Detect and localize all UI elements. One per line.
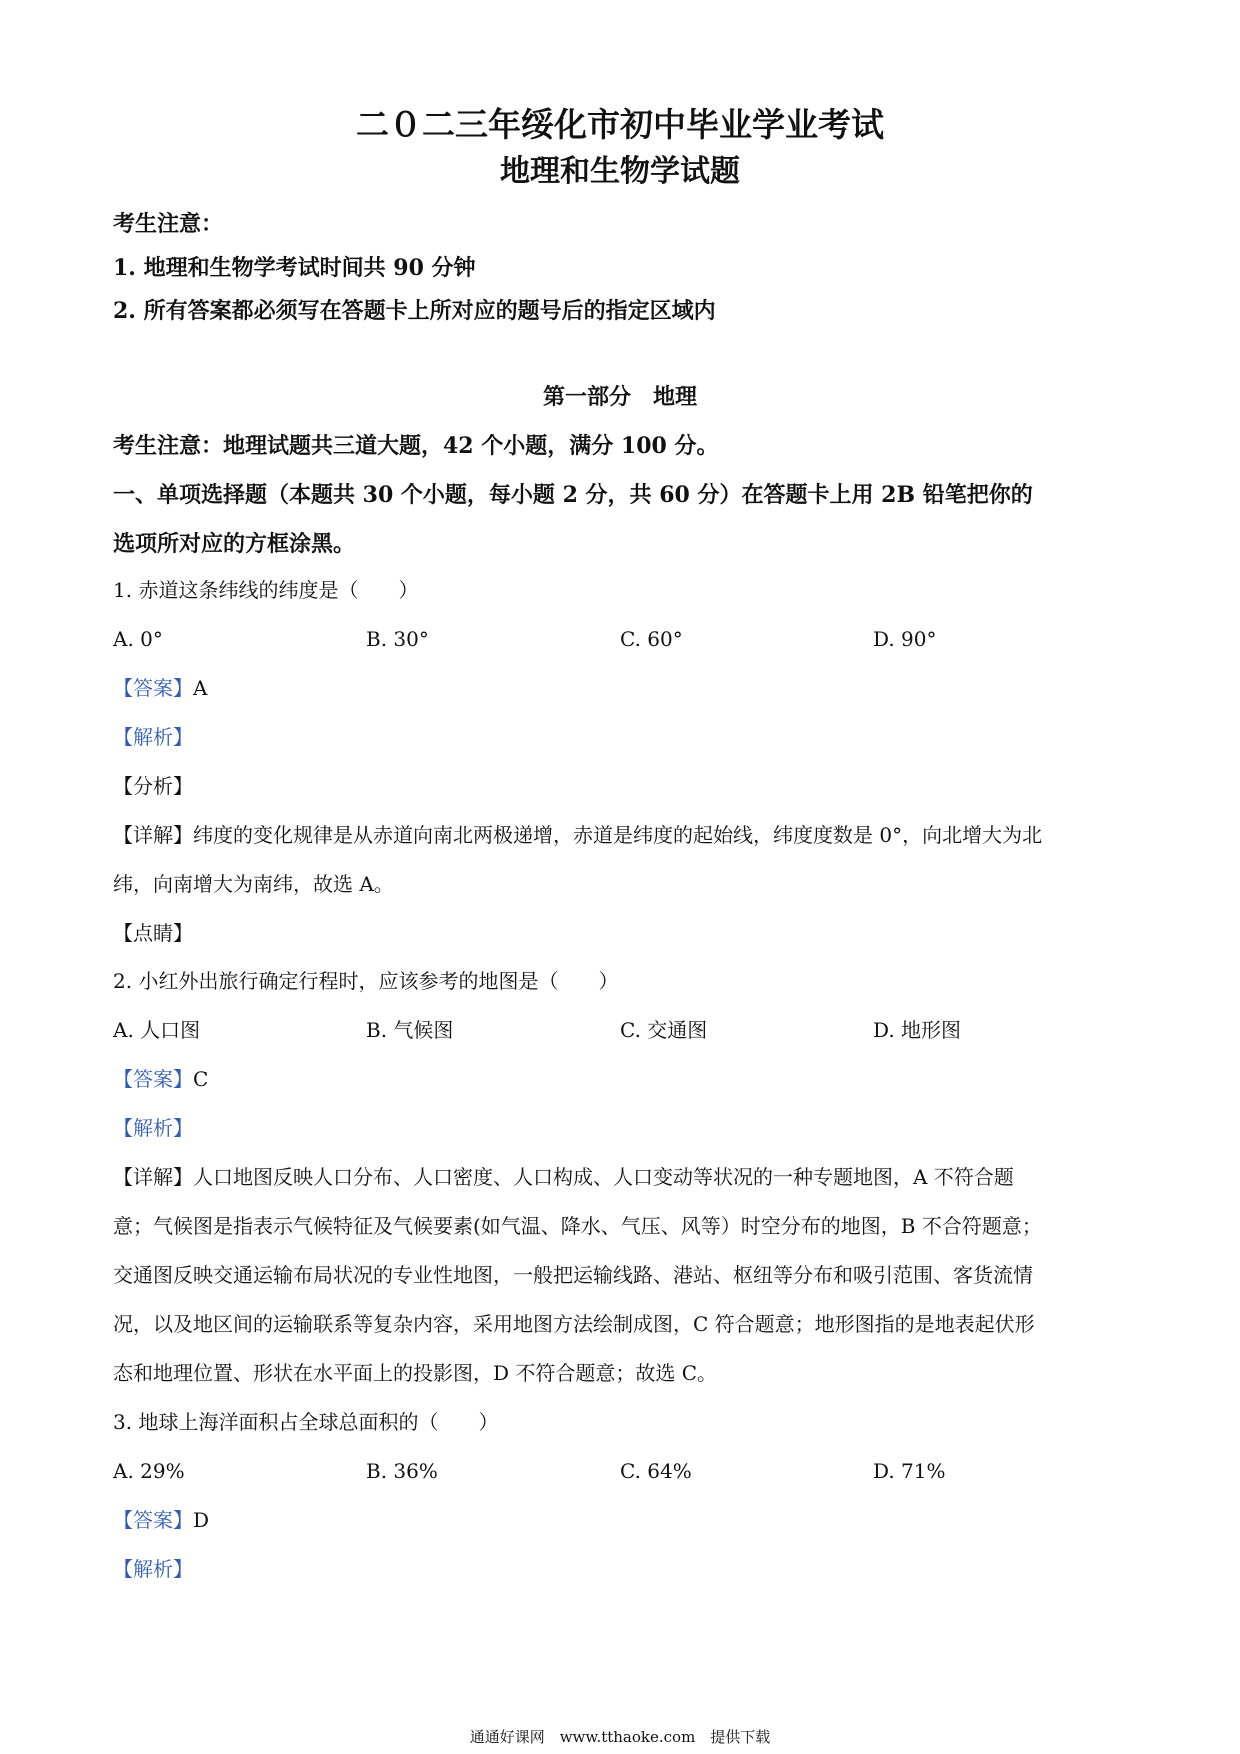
question-1-option-b: B. 30°: [366, 627, 429, 651]
analysis-tag: 【解析】: [113, 725, 193, 749]
detail-tag: 【详解】: [113, 1165, 193, 1189]
section-heading-line-2: 选项所对应的方框涂黑。: [113, 531, 356, 557]
question-3-option-d: D. 71%: [873, 1459, 946, 1483]
answer-value: C: [193, 1067, 209, 1091]
question-2-option-a: A. 人口图: [113, 1018, 201, 1042]
analysis-tag: 【解析】: [113, 1116, 193, 1140]
detail-tag: 【详解】: [113, 823, 193, 847]
answer-tag: 【答案】: [113, 1508, 193, 1532]
question-3-option-a: A. 29%: [113, 1459, 185, 1483]
notice-item-1: 1. 地理和生物学考试时间共 90 分钟: [113, 255, 476, 281]
question-3-option-c: C. 64%: [620, 1459, 692, 1483]
question-1-answer: [113, 676, 207, 700]
question-2-option-c: C. 交通图: [620, 1018, 708, 1042]
question-3-answer: [113, 1508, 209, 1532]
question-2-detail-line-3: 交通图反映交通运输布局状况的专业性地图，一般把运输线路、港站、枢纽等分布和吸引范围、客货流情: [113, 1263, 1033, 1287]
exam-title: 二０二三年绥化市初中毕业学业考试: [356, 105, 884, 144]
question-2-detail-line-5: 态和地理位置、形状在水平面上的投影图，D 不符合题意；故选 C。: [113, 1361, 718, 1385]
notice-label: 考生注意：: [113, 211, 224, 237]
notice-item-2: 2. 所有答案都必须写在答题卡上所对应的题号后的指定区域内: [113, 298, 716, 324]
exam-subtitle: 地理和生物学试题: [500, 154, 740, 189]
section-heading-line-1: 一、单项选择题（本题共 30 个小题，每小题 2 分，共 60 分）在答题卡上用 2B 铅笔把你的: [113, 482, 1033, 508]
question-3-option-b: B. 36%: [366, 1459, 438, 1483]
question-2-detail-line-2: 意；气候图是指表示气候特征及气候要素(如气温、降水、气压、风等）时空分布的地图，B 不合符题意；: [113, 1214, 1042, 1238]
footer-watermark: 通通好课网 www.tthaoke.com 提供下载: [469, 1728, 771, 1746]
question-1-option-d: D. 90°: [873, 627, 937, 651]
detail-text: 人口地图反映人口分布、人口密度、人口构成、人口变动等状况的一种专题地图，A 不符合题: [193, 1165, 1014, 1189]
question-2-option-d: D. 地形图: [873, 1018, 962, 1042]
question-2-option-b: B. 气候图: [366, 1018, 454, 1042]
question-1-option-a: A. 0°: [113, 627, 163, 651]
question-1-stem: 1. 赤道这条纬线的纬度是（ ）: [113, 578, 419, 602]
question-2-detail-line-4: 况，以及地区间的运输联系等复杂内容，采用地图方法绘制成图，C 符合题意；地形图指的是地表起伏形: [113, 1312, 1035, 1336]
dianjing-tag: 【点睛】: [113, 921, 193, 945]
answer-value: A: [193, 676, 208, 700]
part-title: 第一部分 地理: [542, 384, 697, 410]
answer-tag: 【答案】: [113, 1067, 193, 1091]
analysis-tag: 【解析】: [113, 1557, 193, 1581]
answer-tag: 【答案】: [113, 676, 193, 700]
question-2-detail-line-1: [113, 1165, 1014, 1189]
question-2-answer: [113, 1067, 208, 1091]
question-1-detail-line-2: 纬，向南增大为南纬，故选 A。: [113, 872, 394, 896]
question-2-stem: 2. 小红外出旅行确定行程时，应该参考的地图是（ ）: [113, 969, 619, 993]
part-notice: 考生注意：地理试题共三道大题，42 个小题，满分 100 分。: [113, 433, 719, 459]
detail-text: 纬度的变化规律是从赤道向南北两极递增，赤道是纬度的起始线，纬度度数是 0°，向北增大为北: [193, 823, 1043, 847]
question-3-stem: 3. 地球上海洋面积占全球总面积的（ ）: [113, 1410, 499, 1434]
answer-value: D: [193, 1508, 210, 1532]
question-1-option-c: C. 60°: [620, 627, 683, 651]
fenxi-tag: 【分析】: [113, 774, 193, 798]
question-1-detail-line-1: [113, 823, 1042, 847]
